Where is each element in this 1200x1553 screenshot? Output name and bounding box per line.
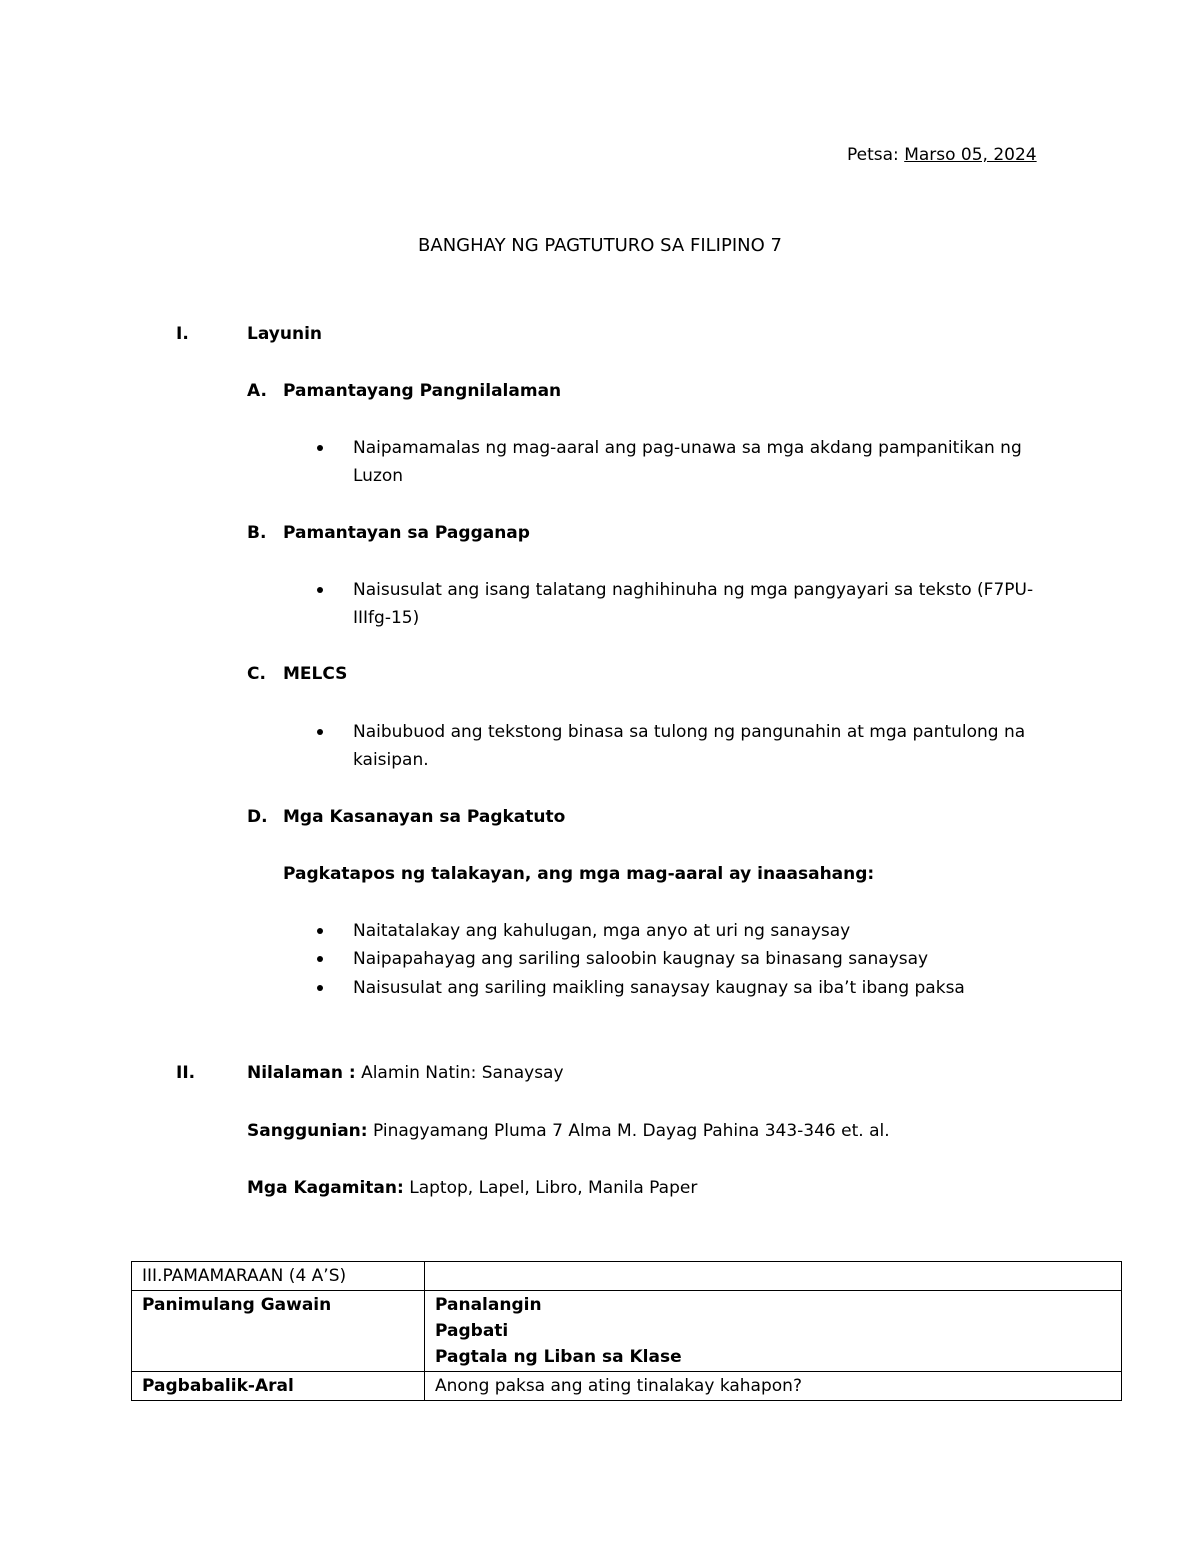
subsection-d-letter: D.	[247, 807, 268, 827]
bullet-icon	[317, 928, 323, 934]
list-item: Pagbati	[435, 1321, 509, 1341]
subsection-c-heading: MELCS	[283, 664, 348, 684]
bullet-icon	[317, 729, 323, 735]
subsection-d-heading: Mga Kasanayan sa Pagkatuto	[283, 807, 566, 827]
sanggunian-line	[247, 1121, 890, 1141]
table-header-right-cell	[425, 1262, 1122, 1291]
procedure-table	[131, 1261, 1122, 1401]
table-row-items	[425, 1291, 1122, 1372]
nilalaman-line	[247, 1063, 564, 1083]
kagamitan-value: Laptop, Lapel, Libro, Manila Paper	[409, 1178, 698, 1198]
section1-numeral: I.	[176, 324, 189, 344]
skill-item: Naitatalakay ang kahulugan, mga anyo at uri ng sanaysay	[353, 921, 851, 941]
table-row-value: Anong paksa ang ating tinalakay kahapon?	[425, 1372, 1122, 1401]
table-row	[132, 1291, 1122, 1372]
skill-item: Naipapahayag ang sariling saloobin kaugnay sa binasang sanaysay	[353, 949, 929, 969]
table-header-cell: III.PAMAMARAAN (4 A’S)	[132, 1262, 425, 1291]
section1-heading: Layunin	[247, 324, 322, 344]
subsection-a-letter: A.	[247, 381, 267, 401]
skill-item: Naisusulat ang sariling maikling sanaysay kaugnay sa iba’t ibang paksa	[353, 978, 965, 998]
date-label: Petsa:	[847, 145, 899, 165]
section2-numeral: II.	[176, 1063, 196, 1083]
subsection-c-letter: C.	[247, 664, 266, 684]
subsection-b-bullet-text: Naisusulat ang isang talatang naghihinuha ng mga pangyayari sa teksto (F7PU-IIIfg-15)	[353, 580, 1034, 628]
subsection-a-bullet-text: Naipamamalas ng mag-aaral ang pag-unawa sa mga akdang pampanitikan ng Luzon	[353, 438, 1022, 486]
table-row	[132, 1262, 1122, 1291]
date-line	[847, 145, 1037, 165]
kagamitan-line	[247, 1178, 697, 1198]
subsection-c-bullet-text: Naibubuod ang tekstong binasa sa tulong ng pangunahin at mga pantulong na kaisipan.	[353, 722, 1026, 770]
page-title: BANGHAY NG PAGTUTURO SA FILIPINO 7	[418, 235, 782, 256]
sanggunian-value: Pinagyamang Pluma 7 Alma M. Dayag Pahina 343-346 et. al.	[372, 1121, 890, 1141]
list-item: Pagtala ng Liban sa Klase	[435, 1347, 682, 1367]
bullet-icon	[317, 587, 323, 593]
date-value: Marso 05, 2024	[904, 145, 1037, 165]
bullet-icon	[317, 445, 323, 451]
table-row	[132, 1372, 1122, 1401]
bullet-icon	[317, 956, 323, 962]
table-row-label: Panimulang Gawain	[132, 1291, 425, 1372]
kagamitan-label: Mga Kagamitan:	[247, 1178, 404, 1198]
nilalaman-label: Nilalaman :	[247, 1063, 356, 1083]
table-row-label: Pagbabalik-Aral	[132, 1372, 425, 1401]
nilalaman-value: Alamin Natin: Sanaysay	[361, 1063, 564, 1083]
sanggunian-label: Sanggunian:	[247, 1121, 368, 1141]
subsection-b-letter: B.	[247, 523, 267, 543]
subsection-a-heading: Pamantayang Pangnilalaman	[283, 381, 562, 401]
bullet-icon	[317, 985, 323, 991]
list-item: Panalangin	[435, 1295, 542, 1315]
subsection-d-intro: Pagkatapos ng talakayan, ang mga mag-aaral ay inaasahang:	[283, 864, 875, 884]
subsection-b-heading: Pamantayan sa Pagganap	[283, 523, 530, 543]
